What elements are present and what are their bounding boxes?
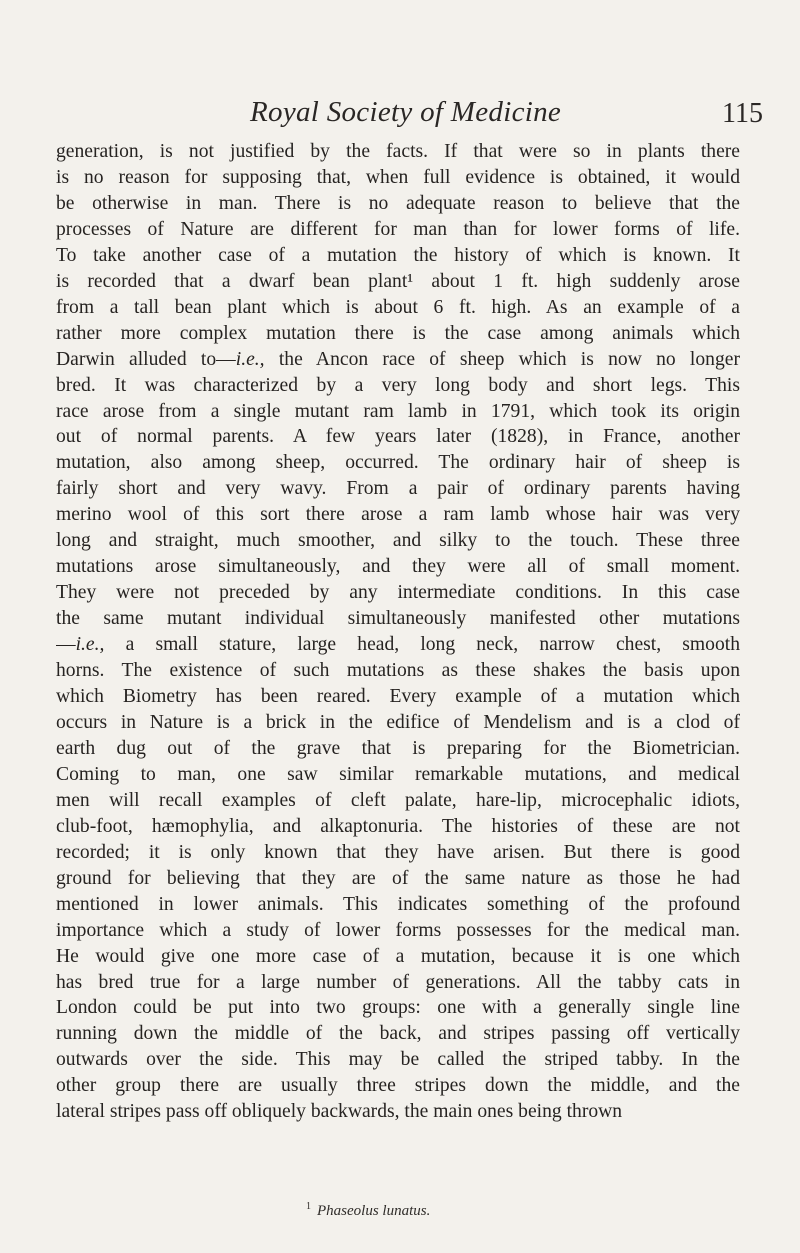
text-line: rather more complex mutation there is the case among animals which — [56, 322, 740, 344]
text-line: generation, is not justified by the facts. If that were so in plants there — [56, 141, 740, 162]
text-line: running down the middle of the back, and stripes passing off vertically — [56, 1023, 740, 1045]
text-line: horns. The existence of such mutations as these shakes the basis upon — [56, 660, 740, 682]
text-line: mutation, also among sheep, occurred. The ordinary hair of sheep is — [56, 452, 740, 474]
text-line: ground for believing that they are of the same nature as those he had — [56, 867, 740, 889]
text-line: outwards over the side. This may be called the striped tabby. In the — [56, 1049, 740, 1071]
text-line: —i.e., a small stature, large head, long neck, narrow chest, smooth — [56, 634, 740, 656]
running-head-title: Royal Society of Medicine — [250, 96, 562, 128]
text-line: recorded; it is only known that they have arisen. But there is good — [56, 841, 740, 863]
text-line: is no reason for supposing that, when full evidence is obtained, it would — [56, 166, 740, 188]
text-line: mutations arose simultaneously, and they were all of small moment. — [56, 556, 740, 578]
text-line: importance which a study of lower forms possesses for the medical man. — [56, 919, 740, 941]
body-paragraph — [56, 139, 740, 1125]
text-line: They were not preceded by any intermediate conditions. In this case — [56, 582, 740, 604]
footnote-text: Phaseolus lunatus. — [317, 1203, 431, 1219]
text-line: London could be put into two groups: one with a generally single line — [56, 997, 740, 1019]
text-line: is recorded that a dwarf bean plant¹ about 1 ft. high suddenly arose — [56, 270, 740, 292]
text-line: Coming to man, one saw similar remarkable mutations, and medical — [56, 763, 740, 785]
text-line: mentioned in lower animals. This indicates something of the profound — [56, 893, 740, 915]
text-line: out of normal parents. A few years later (1828), in France, another — [56, 426, 740, 448]
text-line: lateral stripes pass off obliquely backwards, the main ones being thrown — [56, 1101, 623, 1123]
text-line: processes of Nature are different for man than for lower forms of life. — [56, 218, 740, 240]
text-line: has bred true for a large number of generations. All the tabby cats in — [56, 971, 740, 993]
text-line: Darwin alluded to—i.e., the Ancon race of sheep which is now no longer — [56, 348, 740, 370]
text-line: occurs in Nature is a brick in the edifice of Mendelism and is a clod of — [56, 711, 740, 733]
text-line: from a tall bean plant which is about 6 ft. high. As an example of a — [56, 296, 740, 318]
text-line: race arose from a single mutant ram lamb in 1791, which took its origin — [56, 400, 740, 422]
text-line: To take another case of a mutation the history of which is known. It — [56, 244, 740, 266]
text-line: club-foot, hæmophylia, and alkaptonuria. The histories of these are not — [56, 815, 740, 837]
text-line: He would give one more case of a mutation, because it is one which — [56, 945, 740, 967]
text-line: the same mutant individual simultaneously manifested other mutations — [56, 608, 740, 630]
text-line: men will recall examples of cleft palate, hare-lip, microcephalic idiots, — [56, 789, 740, 811]
text-line: merino wool of this sort there arose a ram lamb whose hair was very — [56, 504, 740, 526]
text-line: be otherwise in man. There is no adequate reason to believe that the — [56, 192, 740, 214]
text-line: earth dug out of the grave that is preparing for the Biometrician. — [56, 737, 740, 759]
footnote-marker: 1 — [306, 1201, 311, 1212]
footnote — [306, 1201, 430, 1220]
text-line: which Biometry has been reared. Every example of a mutation which — [56, 686, 740, 708]
page-number: 115 — [722, 98, 763, 129]
text-line: fairly short and very wavy. From a pair of ordinary parents having — [56, 478, 740, 500]
text-line: other group there are usually three stripes down the middle, and the — [56, 1075, 740, 1097]
text-line: long and straight, much smoother, and silky to the touch. These three — [56, 530, 740, 552]
text-line: bred. It was characterized by a very long body and short legs. This — [56, 374, 740, 396]
